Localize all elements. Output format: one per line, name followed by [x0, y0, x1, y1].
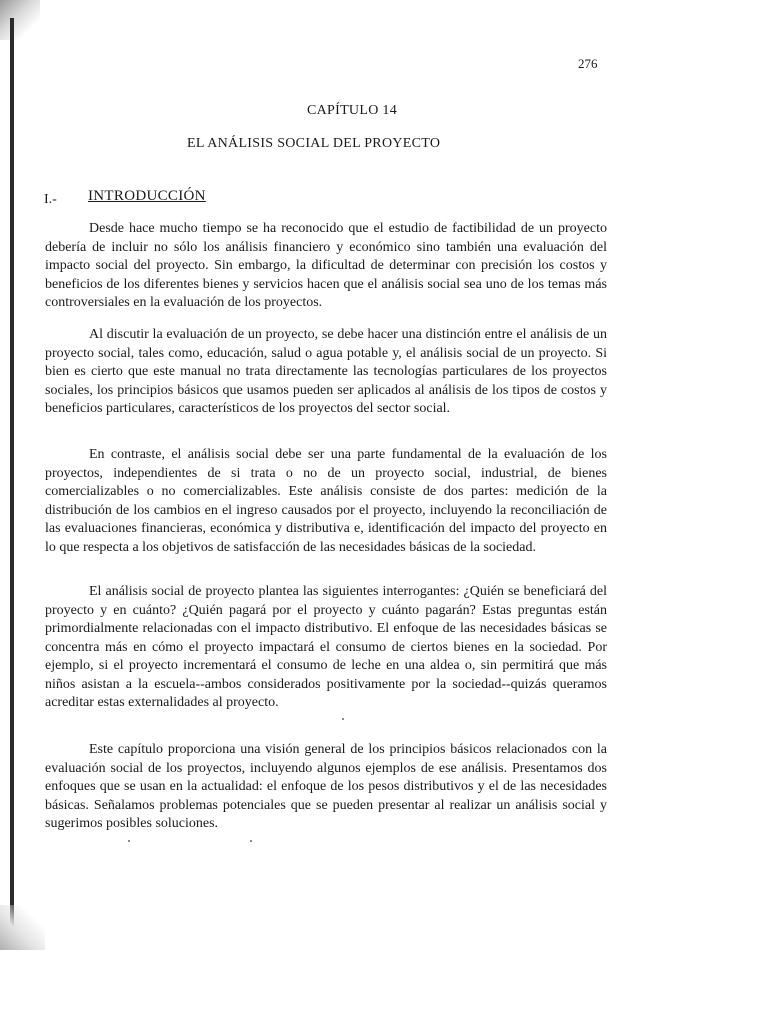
section-number: I.- [44, 192, 57, 207]
chapter-title: EL ANÁLISIS SOCIAL DEL PROYECTO [187, 136, 441, 151]
page-binding-edge [10, 18, 14, 936]
body-paragraph: El análisis social de proyecto plantea las siguientes interrogantes: ¿Quién se beneficiará del proyecto y en cuánto? ¿Quién pagará por el proyecto y cuánto pagarán? Estas preguntas están primordialmente relacionadas con el impacto distributivo. El enfoque de las necesidades básicas se concentra más en cómo el proyecto impactará el consumo de ciertos bienes en la sociedad. Por ejemplo, si el proyecto incrementará el consumo de leche en una aldea o, sin permitirá que más niños asistan a la escuela--ambos considerados positivamente por la sociedad--quizás queramos acreditar estas externalidades al proyecto. [45, 584, 607, 710]
section-title: INTRODUCCIÓN [88, 188, 206, 204]
body-paragraph: Desde hace mucho tiempo se ha reconocido que el estudio de factibilidad de un proyecto debería de incluir no sólo los análisis financiero y económico sino también una evaluación del impacto social del proyecto. Sin embargo, la dificultad de determinar con precisión los costos y beneficios de los diferentes bienes y servicios hacen que el análisis social sea uno de los temas más controversiales en la evaluación de los proyectos. [45, 221, 607, 310]
scan-shadow-bottom [0, 905, 45, 950]
page-number: 276 [578, 56, 598, 71]
scan-shadow-top [0, 0, 40, 40]
scan-speck [342, 718, 344, 720]
body-paragraph: En contraste, el análisis social debe ser una parte fundamental de la evaluación de los proyectos, independientes de si trata o no de un proyecto social, industrial, de bienes comercializables o no comercializables. Este análisis consiste de dos partes: medición de la distribución de los cambios en el ingreso causados por el proyecto, incluyendo la reconciliación de las evaluaciones financieras, económica y distributiva e, identificación del impacto del proyecto en lo que respecta a los objetivos de satisfacción de las necesidades básicas de la sociedad. [45, 447, 607, 555]
scan-speck [250, 840, 252, 842]
chapter-heading [0, 103, 768, 119]
body-paragraph: Este capítulo proporciona una visión general de los principios básicos relacionados con la evaluación social de los proyectos, incluyendo algunos ejemplos de ese análisis. Presentamos dos enfoques que se usan en la actualidad: el enfoque de los pesos distributivos y el de las necesidades básicas. Señalamos problemas potenciales que se pueden presentar al realizar un análisis social y sugerimos posibles soluciones. [45, 742, 607, 831]
chapter-number: CAPÍTULO 14 [306, 103, 398, 118]
body-paragraph: Al discutir la evaluación de un proyecto, se debe hacer una distinción entre el análisis de un proyecto social, tales como, educación, salud o agua potable y, el análisis social de un proyecto. Si bien es cierto que este manual no trata directamente las tecnologías particulares de los proyectos sociales, los principios básicos que usamos pueden ser aplicados al análisis de los tipos de costos y beneficios particulares, característicos de los proyectos del sector social. [45, 327, 607, 416]
scan-speck [128, 840, 130, 842]
